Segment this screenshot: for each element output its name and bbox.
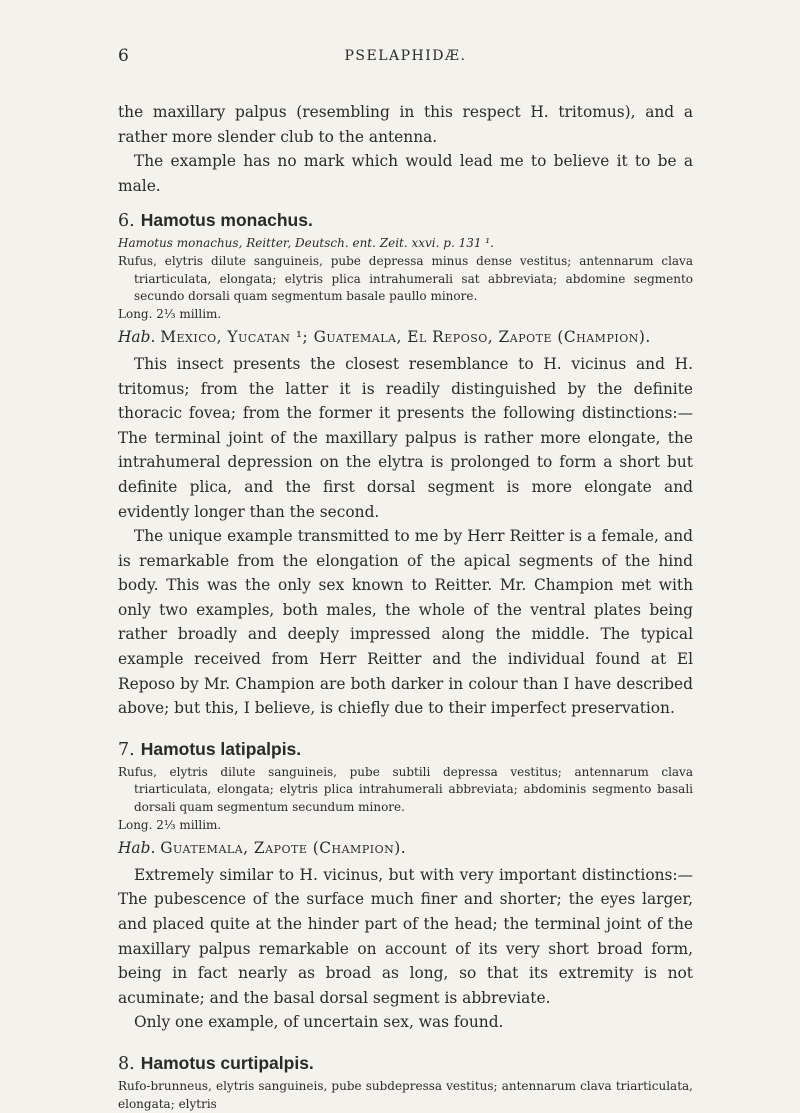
species-title: Hamotus monachus.	[140, 210, 313, 231]
length: Long. 2⅓ millim.	[118, 817, 222, 832]
intro-paragraph-2: The example has no mark which would lead me to believe it to be a male.	[118, 152, 693, 195]
habitat-text: Guatemala, Zapote (Champion).	[160, 839, 407, 858]
species-number: 6.	[118, 211, 135, 232]
page-header	[118, 46, 693, 68]
running-title: PSELAPHIDÆ.	[344, 48, 467, 64]
intro-paragraph: the maxillary palpus (resembling in this respect H. tritomus), and a rather more slender club to the antenna.	[118, 103, 693, 146]
species-title: Hamotus curtipalpis.	[140, 1052, 314, 1073]
species-number: 8.	[118, 1053, 135, 1074]
page-content	[118, 100, 693, 1113]
species-heading	[118, 739, 693, 760]
citation: Hamotus monachus, Reitter, Deutsch. ent. Zeit. xxvi. p. 131 ¹.	[118, 236, 494, 251]
species-heading	[118, 210, 693, 231]
latin-diagnosis: Rufus, elytris dilute sanguineis, pube subtili depressa vestitus; antennarum clava triarticulata, elongata; elytris plica intrahumerali abbreviata; abdominis segmento basali dorsali quam segmentum secundum minore.	[118, 764, 693, 815]
latin-diagnosis: Rufus, elytris dilute sanguineis, pube depressa minus dense vestitus; antennarum clava triarticulata, elongata; elytris plica intrahumerali sat abbreviata; abdomine segmento secundo dorsali quam segmentum basale paullo minore.	[118, 253, 693, 304]
description-paragraph: Only one example, of uncertain sex, was found.	[134, 1013, 504, 1032]
species-heading	[118, 1053, 693, 1074]
description-paragraph: The unique example transmitted to me by Herr Reitter is a female, and is remarkable from the elongation of the apical segments of the hind body. This was the only sex known to Reitter. Mr. Champion met with only two examples, both males, the whole of the ventral plates being rather broadly and deeply impressed along the middle. The typical example received from Herr Reitter and the individual found at El Reposo by Mr. Champion are both darker in colour than I have described above; but this, I believe, is chiefly due to their imperfect preservation.	[118, 527, 693, 718]
description-paragraph: Extremely similar to H. vicinus, but with very important distinctions:—The pubescence of the surface much finer and shorter; the eyes larger, and placed quite at the hinder part of the head; the terminal joint of the maxillary palpus remarkable on account of its very short broad form, being in fact nearly as broad as long, so that its extremity is not acuminate; and the basal dorsal segment is abbreviate.	[118, 865, 693, 1007]
habitat-label: Hab.	[118, 328, 156, 347]
description-paragraph: This insect presents the closest resemblance to H. vicinus and H. tritomus; from the latter it is readily distinguished by the definite thoracic fovea; from the former it presents the following distinctions:—The terminal joint of the maxillary palpus is rather more elongate, the intrahumeral depression on the elytra is prolonged to form a short but definite plica, and the first dorsal segment is more elongate and evidently longer than the second.	[118, 354, 693, 521]
species-title: Hamotus latipalpis.	[140, 738, 302, 759]
habitat-label: Hab.	[118, 839, 156, 858]
habitat	[118, 325, 693, 350]
habitat-text: Mexico, Yucatan ¹; Guatemala, El Reposo, Zapote (Champion).	[160, 328, 651, 347]
habitat	[118, 836, 693, 861]
latin-diagnosis: Rufo-brunneus, elytris sanguineis, pube subdepressa vestitus; antennarum clava triarticulata, elongata; elytris	[118, 1078, 693, 1111]
length: Long. 2⅓ millim.	[118, 306, 222, 321]
species-number: 7.	[118, 739, 135, 760]
page-number: 6	[118, 46, 129, 66]
